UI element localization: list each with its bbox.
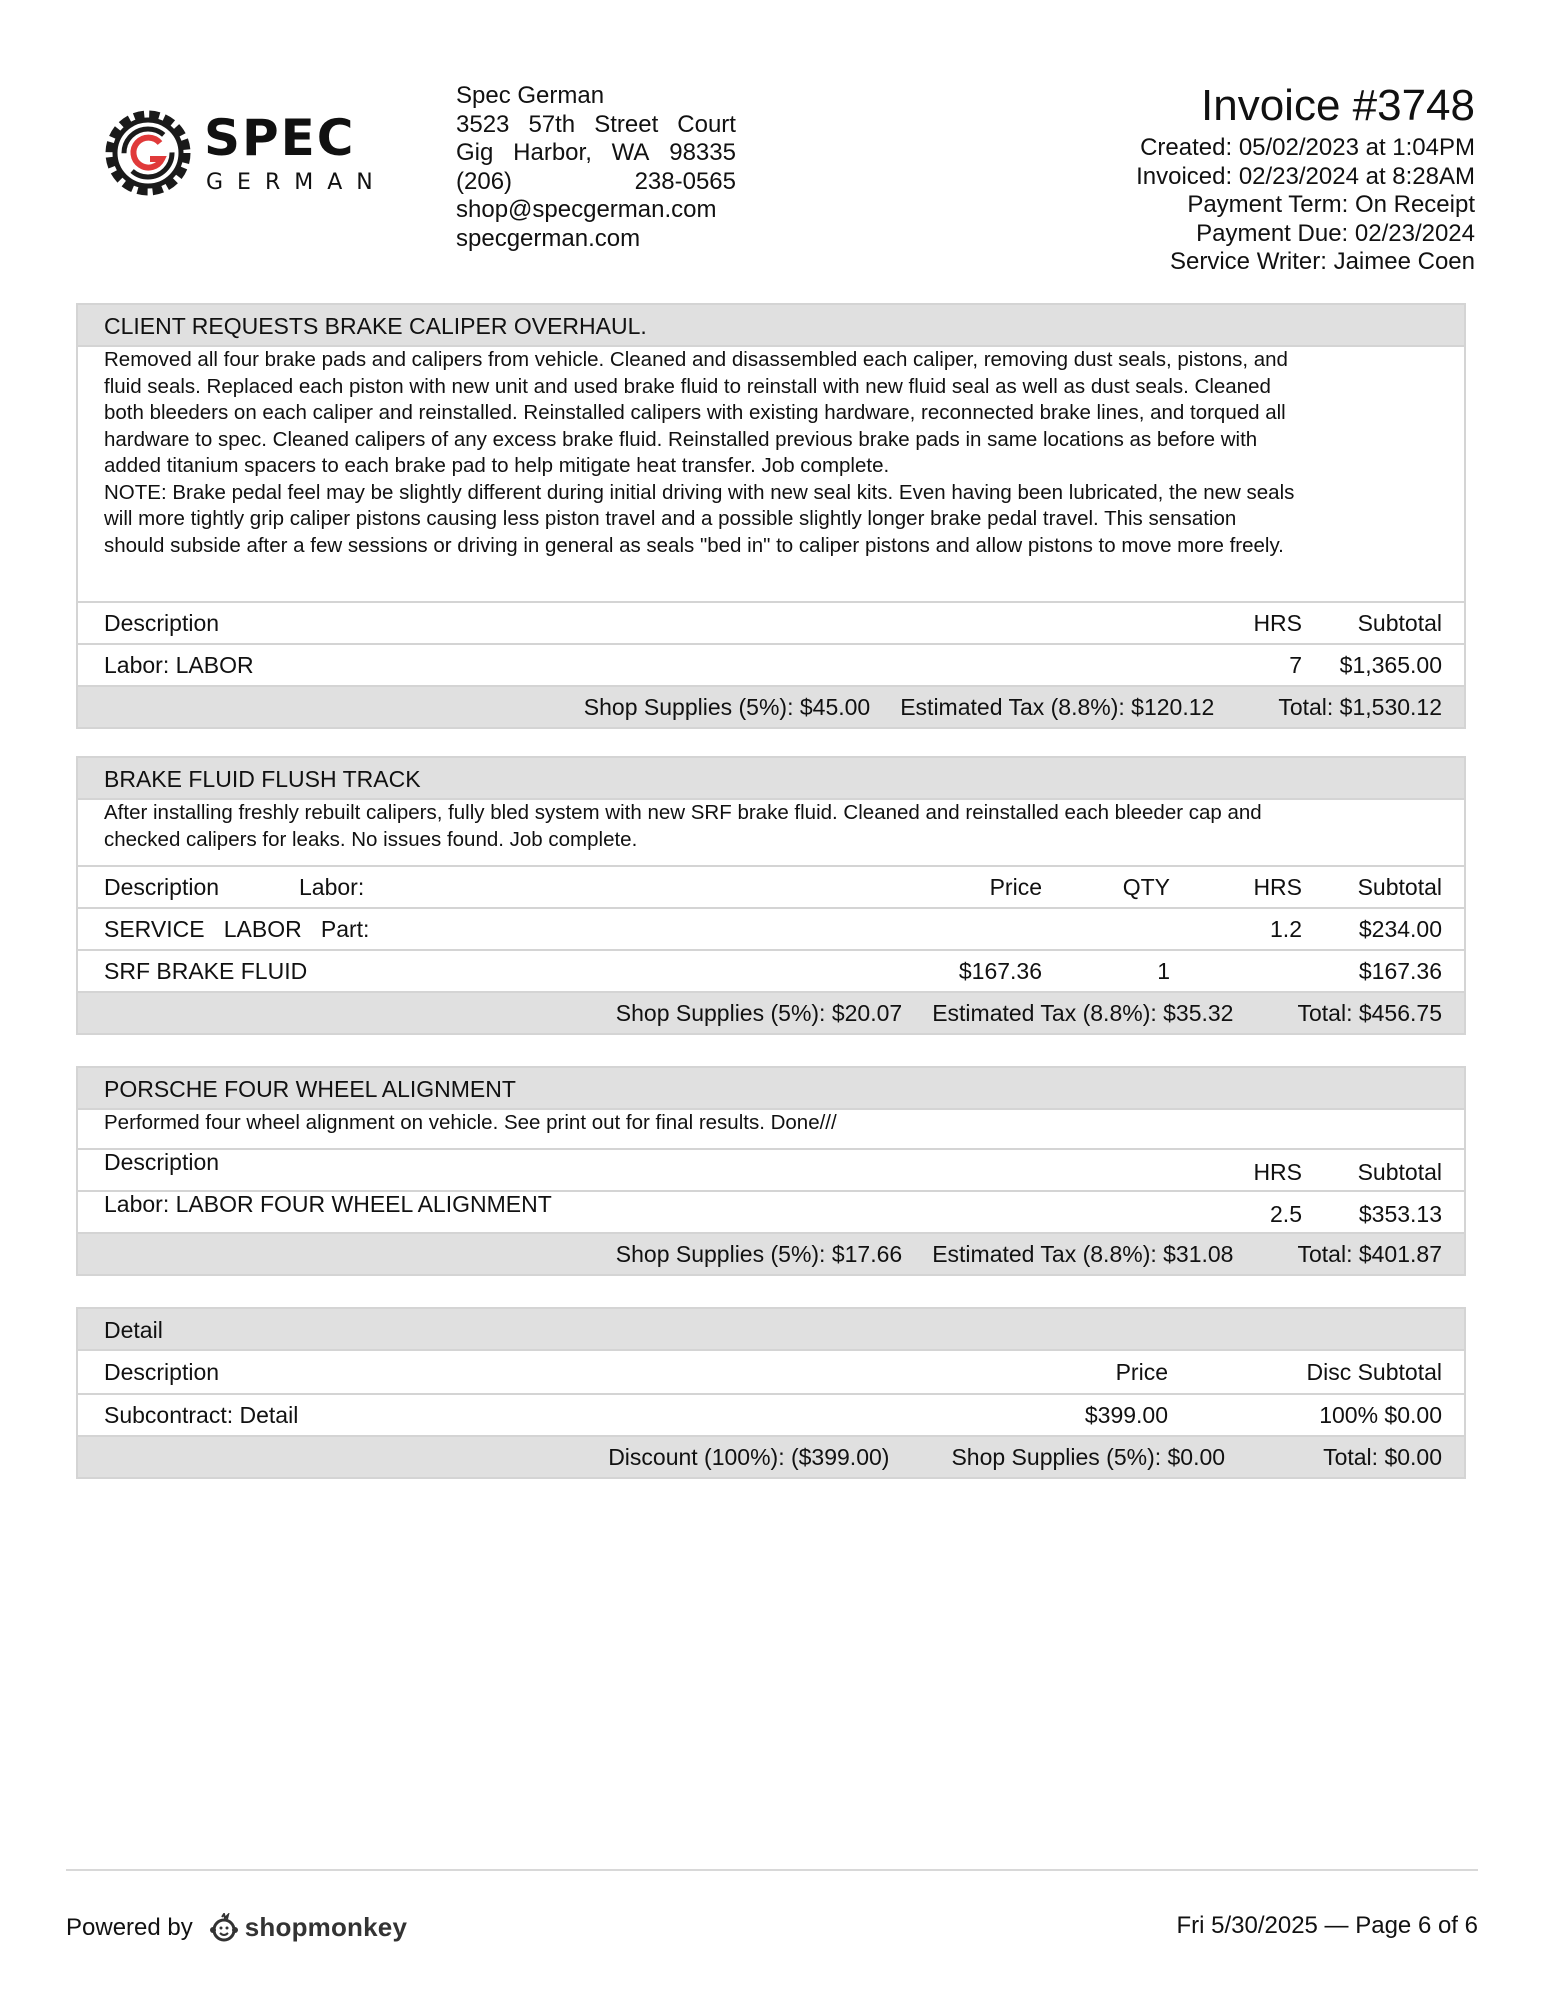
footer-powered-by (66, 1912, 407, 1943)
shop-phone (456, 168, 736, 197)
table-row (78, 643, 1464, 685)
note-line: Removed all four brake pads and calipers from vehicle. Cleaned and disassembled each caliper, removing dust seals, pistons, and (104, 348, 1288, 371)
city-part: Gig (456, 139, 494, 166)
table-row (78, 1190, 1464, 1232)
note-line: Performed four wheel alignment on vehicle. See print out for final results. Done/// (104, 1111, 837, 1134)
row-description: SERVICE LABOR Part: (104, 915, 370, 942)
job-notes (78, 347, 1464, 601)
monkey-icon (209, 1913, 239, 1943)
shop-city (456, 139, 736, 168)
job-total: Total: $401.87 (1297, 1240, 1442, 1267)
logo-sub: GERMAN (206, 170, 387, 195)
note-line: both bleeders on each caliper and reinstalled. Reinstalled calipers with existing hardware, reconnected brake lines, and torqued all (104, 401, 1286, 424)
col-qty: QTY (1122, 873, 1170, 900)
totals-row (78, 991, 1464, 1033)
city-part: WA (611, 139, 650, 166)
job-title: BRAKE FLUID FLUSH TRACK (78, 758, 1464, 800)
row-price: $399.00 (1084, 1401, 1168, 1428)
row-disc-subtotal: 100% $0.00 (1319, 1401, 1442, 1428)
invoice-title: Invoice #3748 (1201, 81, 1475, 130)
job-section (76, 1066, 1466, 1276)
col-subtotal: Subtotal (1357, 609, 1442, 636)
invoice-header (0, 0, 1545, 300)
shop-email: shop@specgerman.com (456, 196, 717, 223)
col-subtotal: Subtotal (1357, 1159, 1442, 1185)
shop-website: specgerman.com (456, 224, 641, 252)
footer-divider (66, 1869, 1478, 1871)
created-date: Created: 05/02/2023 at 1:04PM (1140, 134, 1475, 161)
address-part: 3523 (456, 110, 510, 138)
address-part: Court (677, 110, 736, 138)
address-part: Street (594, 110, 659, 138)
phone-part: 238-0565 (634, 167, 736, 195)
col-description: Description (104, 609, 220, 636)
job-title: PORSCHE FOUR WHEEL ALIGNMENT (78, 1068, 1464, 1110)
note-line: checked calipers for leaks. No issues found. Job complete. (104, 827, 638, 851)
job-section (76, 303, 1466, 729)
payment-due: Payment Due: 02/23/2024 (1196, 219, 1475, 247)
page-info: Fri 5/30/2025 — Page 6 of 6 (1176, 1912, 1478, 1939)
shop-supplies: Shop Supplies (5%): $45.00 (583, 693, 871, 720)
row-hrs: 1.2 (1270, 915, 1302, 942)
job-section (76, 1307, 1466, 1479)
job-title: CLIENT REQUESTS BRAKE CALIPER OVERHAUL. (78, 305, 1464, 347)
col-hrs: HRS (1253, 873, 1302, 900)
table-header-row (78, 1148, 1464, 1190)
job-title: Detail (78, 1309, 1464, 1351)
shop-address (456, 111, 736, 140)
phone-part: (206) (456, 167, 513, 195)
col-price: Price (989, 873, 1042, 900)
col-price: Price (1115, 1358, 1168, 1385)
col-description: Description (104, 1358, 220, 1385)
row-qty: 1 (1157, 957, 1170, 984)
estimated-tax: Estimated Tax (8.8%): $35.32 (932, 999, 1234, 1026)
col-subtotal: Subtotal (1357, 873, 1442, 900)
row-subtotal: $234.00 (1358, 915, 1442, 942)
row-subtotal: $167.36 (1358, 957, 1442, 984)
row-description: Labor: LABOR FOUR WHEEL ALIGNMENT (104, 1191, 552, 1217)
note-line: fluid seals. Replaced each piston with new unit and used brake fluid to reinstall with new fluid seal as well as dust seals. Cleaned (104, 374, 1271, 398)
note-line: should subside after a few sessions or driving in general as seals "bed in" to caliper pistons and allow pistons to move more freely. (104, 533, 1284, 557)
shopmonkey-brand: shopmonkey (244, 1912, 408, 1942)
col-hrs: HRS (1253, 1159, 1302, 1185)
estimated-tax: Estimated Tax (8.8%): $31.08 (932, 1240, 1234, 1267)
shop-supplies: Shop Supplies (5%): $17.66 (615, 1240, 903, 1267)
job-section (76, 756, 1466, 1035)
row-hrs: 2.5 (1270, 1201, 1302, 1227)
powered-by-label: Powered by (66, 1913, 193, 1941)
row-subtotal: $1,365.00 (1339, 651, 1442, 678)
job-notes (78, 800, 1464, 865)
invoice-meta (1136, 80, 1475, 277)
logo-word: SPEC (204, 109, 356, 167)
discount: Discount (100%): ($399.00) (608, 1443, 890, 1470)
note-line: NOTE: Brake pedal feel may be slightly different during initial driving with new seal kits. Even having been lubricated, the new seals (104, 480, 1295, 504)
note-line: will more tightly grip caliper pistons causing less piston travel and a possible slightly longer brake pedal travel. This sensation (104, 507, 1237, 530)
row-description: Subcontract: Detail (104, 1401, 299, 1428)
job-total: Total: $1,530.12 (1278, 693, 1442, 720)
totals-row (78, 1435, 1464, 1477)
job-total: Total: $456.75 (1297, 999, 1442, 1026)
job-total: Total: $0.00 (1323, 1443, 1442, 1470)
estimated-tax: Estimated Tax (8.8%): $120.12 (900, 693, 1215, 720)
row-price: $167.36 (958, 957, 1042, 984)
shop-supplies: Shop Supplies (5%): $0.00 (951, 1443, 1226, 1470)
job-notes (78, 1110, 1464, 1148)
address-part: 57th (528, 110, 576, 138)
col-hrs: HRS (1253, 609, 1302, 636)
row-subtotal: $353.13 (1358, 1201, 1442, 1227)
city-part: Harbor, (513, 139, 592, 166)
table-row (78, 907, 1464, 949)
totals-row (78, 685, 1464, 727)
totals-row (78, 1232, 1464, 1274)
service-writer: Service Writer: Jaimee Coen (1170, 248, 1475, 275)
row-description: Labor: LABOR (104, 651, 254, 678)
col-description: Description (104, 873, 220, 900)
invoiced-date: Invoiced: 02/23/2024 at 8:28AM (1136, 162, 1475, 190)
table-row (78, 949, 1464, 991)
spec-german-logo (104, 105, 404, 205)
note-line: After installing freshly rebuilt calipers, fully bled system with new SRF brake fluid. Cleaned and reinstalled each bleeder cap and (104, 801, 1262, 824)
table-row (78, 1393, 1464, 1435)
shop-name: Spec German (456, 82, 605, 109)
table-header-row (78, 601, 1464, 643)
shop-info (456, 82, 736, 253)
row-hrs: 7 (1289, 651, 1302, 678)
note-line: added titanium spacers to each brake pad to help mitigate heat transfer. Job complete. (104, 454, 890, 477)
col-description: Description (104, 1149, 220, 1175)
note-line: hardware to spec. Cleaned calipers of any excess brake fluid. Reinstalled previous brake pads in same locations as before with (104, 427, 1258, 451)
table-header-row (78, 1351, 1464, 1393)
shop-supplies: Shop Supplies (5%): $20.07 (615, 999, 903, 1026)
row-description: SRF BRAKE FLUID (104, 957, 308, 984)
gear-logo-icon (104, 105, 404, 205)
payment-term: Payment Term: On Receipt (1187, 191, 1475, 218)
table-header-row (78, 865, 1464, 907)
col-labor: Labor: (299, 873, 365, 900)
col-disc-subtotal: Disc Subtotal (1306, 1358, 1442, 1385)
city-part: 98335 (669, 139, 736, 166)
